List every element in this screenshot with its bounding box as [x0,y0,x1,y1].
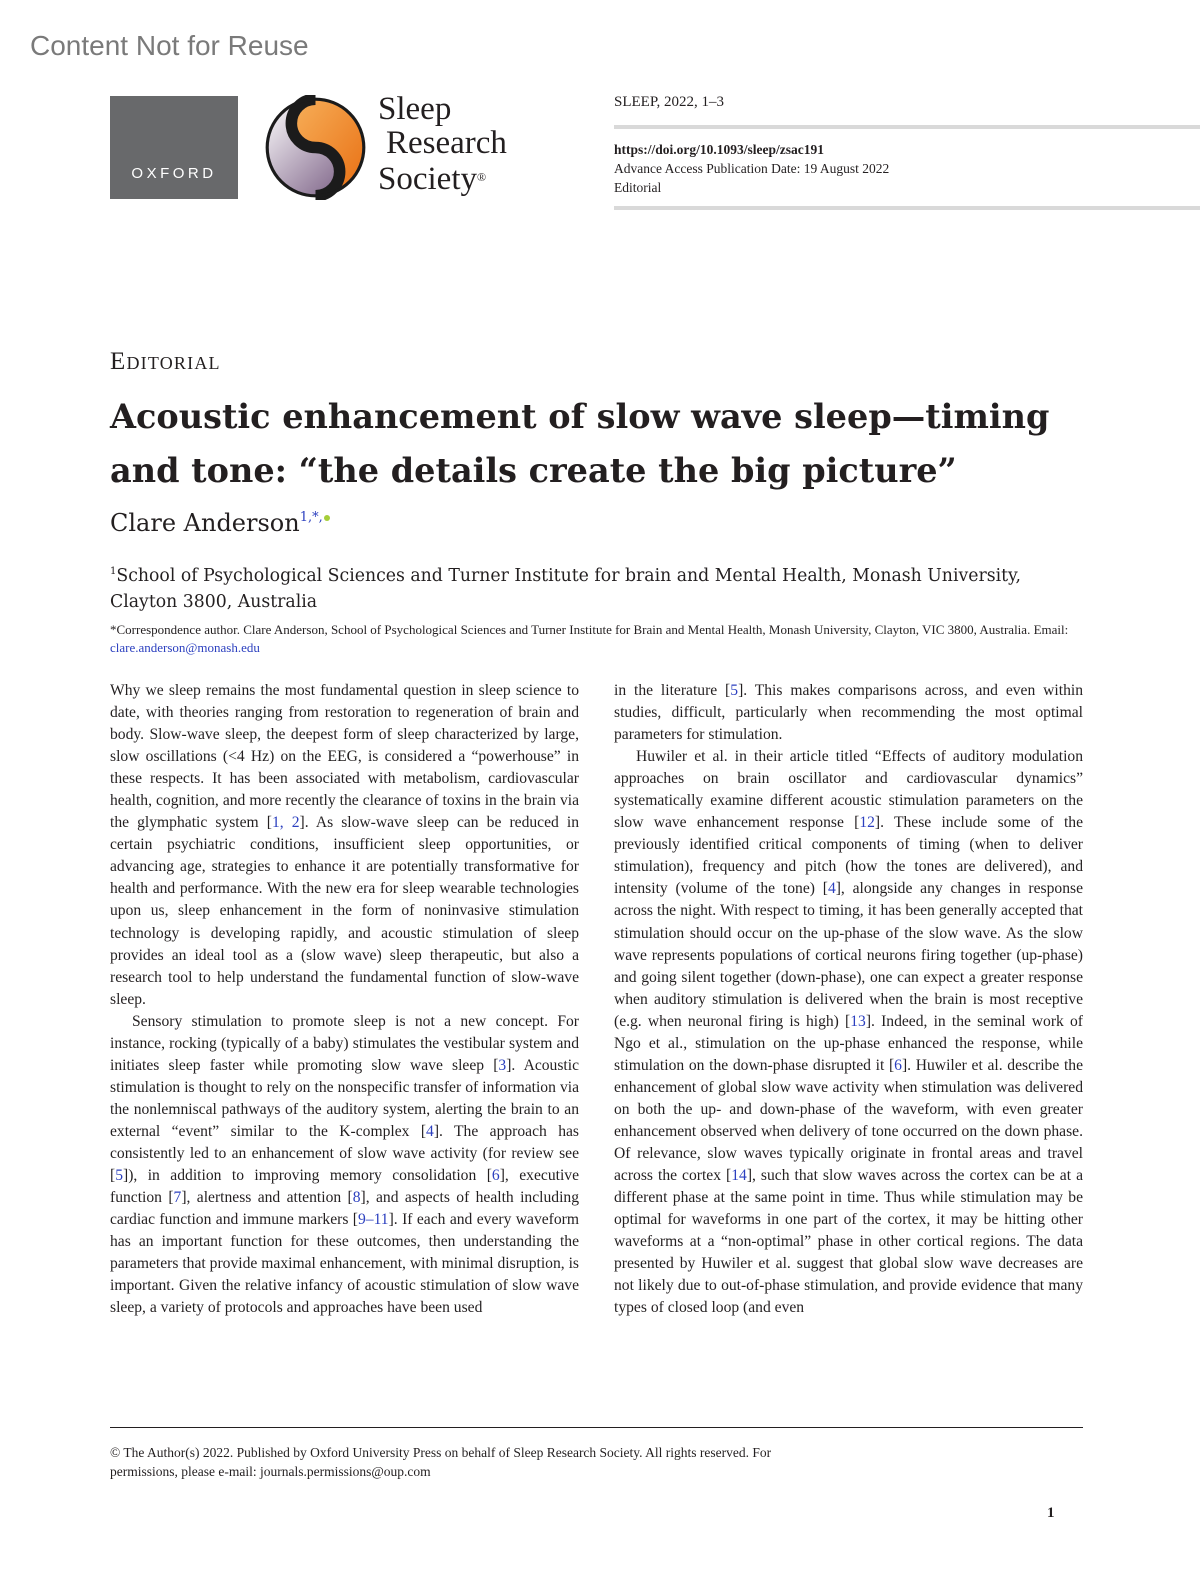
article-type: Editorial [614,180,662,195]
copyright-notice: © The Author(s) 2022. Published by Oxford University Press on behalf of Sleep Research Society. All rights reserved. For permissions, please e-mail: journals.permissions@oup.com [110,1445,772,1479]
paragraph-text: Sensory stimulation to promote sleep is not a new concept. For instance, rocking (typically of a baby) stimulates the vestibular system and initiates sleep faster while promoting slow wave sleep [ [110,1012,579,1074]
citation-link[interactable]: 12 [859,814,875,832]
paragraph-text: Why we sleep remains the most fundamental question in sleep science to date, with theories ranging from restoration to regeneration of brain and body. Slow-wave sleep, the deepest form of sleep characterized by large, slow oscillations (<4 Hz) on the EEG, is considered a “powerhouse” in these respects. It has been associated with metabolism, cardiovascular health, cognition, and more recently the clearance of toxins in the brain via the glymphatic system [ [110,682,579,832]
citation-link[interactable]: 13 [850,1012,866,1030]
paragraph [614,746,1083,1319]
citation-link[interactable]: 5 [115,1167,123,1185]
journal-reference: SLEEP, 2022, 1–3 [614,94,725,110]
paragraph-text: ]. This makes comparisons across, and even within studies, difficult, particularly when recommending the most optimal parameters for stimulation. [614,682,1083,744]
body-column-right [614,680,1083,1319]
paragraph-text: ], alongside any changes in response across the night. With respect to timing, it has been generally accepted that stimulation should occur on the up-phase of the slow wave. As the slow wave represents populations of cortical neurons firing together (up-phase) and going silent together (down-phase), one can expect a greater response when auditory stimulation is delivered when the brain is most receptive (e.g. when neuronal firing is high) [ [614,880,1083,1030]
paragraph-text: ]. Indeed, in the seminal work of Ngo et al., stimulation on the up-phase enhanced the response, while stimulation on the down-phase disrupted it [ [614,1012,1083,1074]
society-name-line1: Sleep [378,91,452,127]
citation-link[interactable]: 6 [894,1056,902,1074]
author-line [110,509,330,537]
body-column-left [110,680,579,1319]
paragraph-text: ], executive function [ [110,1167,579,1207]
publication-date: Advance Access Publication Date: 19 August 2022 [614,161,890,176]
oxford-logo-text: OXFORD [131,165,217,182]
paragraph-text: in the literature [ [614,682,731,699]
affiliation-mark: 1 [110,566,117,577]
registered-mark: ® [476,170,487,184]
paragraph-text: ], such that slow waves across the cortex can be at a different phase at the same point in time. Thus while stimulation may be optimal for waveforms in one part of the cortex, it may be hitting other waveforms at a “non-optimal” phase in other cortical regions. The data presented by Huwiler et al. suggest that global slow wave decreases are not likely due to out-of-phase stimulation, and provide evidence that many types of closed loop (and even [614,1167,1083,1317]
header-rule-bottom [614,206,1200,210]
paragraph [110,680,579,1011]
affiliation-text: School of Psychological Sciences and Turner Institute for brain and Mental Health, Monash University, Clayton 3800, Australia [110,565,1022,612]
section-label: Editorial [110,348,221,375]
doi-link[interactable]: https://doi.org/10.1093/sleep/zsac191 [614,142,824,157]
citation-link[interactable]: 1, 2 [271,814,300,832]
citation-link[interactable]: 7 [173,1189,182,1207]
paragraph-text: ]. Huwiler et al. describe the enhancement of global slow wave activity when stimulation was delivered on both the up- and down-phase of the waveform, with even greater enhancement observed when delivery of tone occurred on the down phase. Of relevance, slow waves typically originate in frontal areas and travel across the cortex [ [614,1056,1083,1185]
citation-link[interactable]: 4 [827,880,836,898]
citation-link[interactable]: 6 [491,1167,500,1185]
article-meta [614,140,889,197]
paragraph-text: ], and aspects of health including cardiac function and immune markers [ [110,1189,580,1229]
paragraph-text: ]. As slow-wave sleep can be reduced in certain psychiatric conditions, insufficient sleep opportunities, or advancing age, strategies to enhance it are potentially transformative for health and performance. With the new era for sleep wearable technologies upon us, sleep enhancement in the form of noninvasive stimulation technology is developing rapidly, and acoustic stimulation of sleep provides an ideal tool as a (slow wave) sleep therapeutic, but also a research tool to help understand the fundamental function of slow-wave sleep. [110,814,580,1008]
society-name [378,92,507,196]
citation-link[interactable]: 8 [352,1189,361,1207]
paragraph-text: ]. These include some of the previously identified critical components of timing (when to deliver stimulation), frequency and pitch (how the tones are delivered), and intensity (volume of the tone) [ [614,814,1084,898]
paragraph-text: ]. The approach has consistently led to an enhancement of slow wave activity (for review see [ [110,1122,579,1185]
correspondence [110,621,1085,657]
paragraph-text: ]), in addition to improving memory consolidation [ [123,1167,492,1185]
citation-link[interactable]: 4 [426,1122,434,1140]
affiliation [110,559,1070,615]
article-title: Acoustic enhancement of slow wave sleep—timing and tone: “the details create the big picture” [110,397,1050,490]
watermark: Content Not for Reuse [30,30,309,61]
paragraph [614,680,1083,746]
page-number: 1 [1047,1505,1055,1521]
citation-link[interactable]: 14 [731,1167,747,1185]
author-marks[interactable]: 1,*, [299,510,323,525]
sleep-research-society-logo-icon[interactable] [263,95,368,200]
oxford-logo[interactable] [110,96,238,199]
footer-rule [110,1427,1083,1428]
orcid-icon[interactable] [324,515,330,521]
author-name[interactable]: Clare Anderson [110,509,300,537]
email-link[interactable]: clare.anderson@monash.edu [110,640,260,655]
paragraph-text: ], alertness and attention [ [181,1189,353,1207]
correspondence-text: *Correspondence author. Clare Anderson, School of Psychological Sciences and Turner Institute for Brain and Mental Health, Monash University, Clayton, VIC 3800, Australia. Email: [110,622,1069,637]
citation-link[interactable]: 3 [498,1056,507,1074]
society-name-line2: Research [386,125,507,161]
citation-link[interactable]: 9–11 [358,1211,389,1229]
header-rule-top [614,125,1200,129]
paragraph-text: ]. Acoustic stimulation is thought to rely on the nonspecific transfer of information via the nonlemniscal pathways of the auditory system, alerting the brain to an external “event” similar to the K-complex [ [110,1056,580,1140]
citation-link[interactable]: 5 [730,682,739,699]
paragraph-text: Huwiler et al. in their article titled “Effects of auditory modulation approaches on brain oscillator and cardiovascular dynamics” systematically examine different acoustic stimulation parameters on the slow wave enhancement response [ [614,748,1083,832]
paragraph-text: ]. If each and every waveform has an important function for these outcomes, then understanding the parameters that provide maximal enhancement, with minimal disruption, is important. Given the relative infancy of acoustic stimulation of slow wave sleep, a variety of protocols and approaches have been used [110,1211,579,1317]
society-name-line3: Society [378,161,477,197]
paragraph [110,1011,579,1320]
